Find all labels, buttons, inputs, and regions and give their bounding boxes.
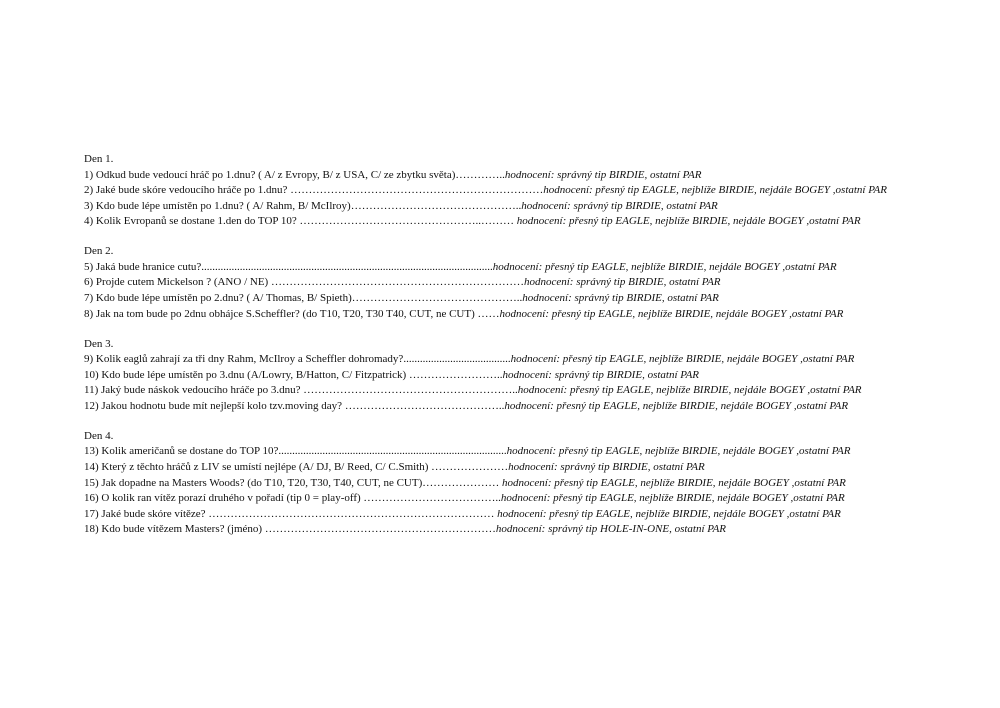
dot-leader: ……………………………………….. [350,199,522,212]
scoring-rule: hodnocení: správný tip HOLE-IN-ONE, ostatní PAR [495,523,727,536]
question-text: 7) Kdo bude lépe umístěn po 2.dnu? ( A/ Thomas, B/ Spieth) [84,292,352,305]
scoring-rule: hodnocení: přesný tip EAGLE, nejblíže BIRDIE, nejdále BOGEY ,ostatní PAR [499,307,844,320]
question-text: 18) Kdo bude vítězem Masters? (jméno) [84,523,263,536]
question-row [84,275,984,291]
scoring-rule: hodnocení: přesný tip EAGLE, nejblíže BIRDIE, nejdále BOGEY ,ostatní PAR [517,384,862,397]
scoring-rule: hodnocení: přesný tip EAGLE, nejblíže BIRDIE, nejdále BOGEY ,ostatní PAR [504,399,849,412]
question-text: 12) Jakou hodnotu bude mít nejlepší kolo tzv.moving day? [84,399,343,412]
scoring-rule: hodnocení: správný tip BIRDIE, ostatní PAR [504,168,702,181]
question-row [84,522,984,538]
question-row [84,383,984,399]
question-row [84,491,984,507]
question-text: 5) Jaká bude hranice cutu? [84,260,202,273]
scoring-rule: hodnocení: správný tip BIRDIE, ostatní PAR [502,368,700,381]
day-section [84,152,984,230]
day-heading: Den 2. [84,245,114,258]
dot-leader: …………………………………………………………… [268,276,524,289]
scoring-rule: hodnocení: přesný tip EAGLE, nejblíže BIRDIE, nejdále BOGEY ,ostatní PAR [500,492,845,505]
question-list [84,152,984,552]
scoring-rule: hodnocení: přesný tip EAGLE, nejblíže BIRDIE, nejdále BOGEY ,ostatní PAR [497,507,841,520]
question-row [84,183,984,199]
scoring-rule: hodnocení: správný tip BIRDIE, ostatní PAR [523,276,721,289]
scoring-rule: hodnocení: správný tip BIRDIE, ostatní PAR [508,460,705,473]
question-row [84,352,984,368]
dot-leader: ……………………………….. [360,492,501,505]
dot-leader: …… [474,307,500,320]
question-text: 13) Kolik američanů se dostane do TOP 10? [84,445,279,458]
question-text: 15) Jak dopadne na Masters Woods? (do T10, T20, T30, T40, CUT, ne CUT) [84,476,423,489]
question-row [84,507,984,523]
dot-leader: …………………….. [406,368,503,381]
question-row [84,291,984,307]
day-heading: Den 3. [84,337,114,350]
dot-leader: ……………………………………….. [351,292,523,305]
question-text: 1) Odkud bude vedoucí hráč po 1.dnu? ( A/ z Evropy, B/ z USA, C/ ze zbytku světa) [84,168,456,181]
day-heading: Den 1. [84,153,114,165]
question-text: 8) Jak na tom bude po 2dnu obhájce S.Scheffler? (do T10, T20, T30 T40, CUT, ne CUT) [84,307,475,320]
dot-leader: ………………………………………………….. [300,384,518,397]
scoring-rule: hodnocení: přesný tip EAGLE, nejblíže BIRDIE, nejdále BOGEY ,ostatní PAR [510,353,855,366]
day-section [84,337,984,415]
question-row [84,476,984,492]
dot-leader: ....................................... [403,353,511,366]
question-text: 6) Projde cutem Mickelson ? (ANO / NE) [84,276,269,289]
day-section [84,244,984,322]
scoring-rule: hodnocení: přesný tip EAGLE, nejblíže BIRDIE, nejdále BOGEY ,ostatní PAR [502,476,846,489]
question-text: 16) O kolik ran vítěz porazí druhého v pořadí (tip 0 = play-off) [84,492,361,505]
question-row [84,260,984,276]
question-row [84,168,984,184]
day-heading: Den 4. [84,429,114,442]
question-row [84,444,984,460]
dot-leader: …………………………………….. [342,399,505,412]
question-row [84,199,984,215]
scoring-rule: hodnocení: přesný tip EAGLE, nejblíže BIRDIE, nejdále BOGEY ,ostatní PAR [492,260,837,273]
dot-leader: …………………………………………………………………… [205,507,498,520]
question-row [84,214,984,230]
question-text: 2) Jaké bude skóre vedoucího hráče po 1.dnu? [84,184,288,197]
question-row [84,307,984,323]
dot-leader: ………………… [422,476,502,489]
question-text: 14) Který z těchto hráčů z LIV se umístí nejlépe (A/ DJ, B/ Reed, C/ C.Smith) [84,460,429,473]
question-row [84,460,984,476]
dot-leader: .......................................................................................................... [201,260,493,273]
scoring-rule: hodnocení: správný tip BIRDIE, ostatní PAR [522,292,719,305]
dot-leader: …………………………………………………………… [287,184,544,197]
day-section [84,429,984,538]
dot-leader: ………….. [455,168,505,181]
dot-leader: ……………………………………………………… [262,523,496,536]
question-text: 9) Kolik eaglů zahrají za tři dny Rahm, McIlroy a Scheffler dohromady? [84,353,404,366]
question-text: 3) Kdo bude lépe umístěn po 1.dnu? ( A/ Rahm, B/ McIlroy) [84,199,351,212]
dot-leader: ………………… [428,460,509,473]
question-text: 17) Jaké bude skóre vítěze? [84,507,206,520]
question-row [84,368,984,384]
dot-leader: …………………………………………..……… [296,215,517,228]
scoring-rule: hodnocení: přesný tip EAGLE, nejblíže BIRDIE, nejdále BOGEY ,ostatní PAR [516,215,861,228]
question-text: 4) Kolik Evropanů se dostane 1.den do TOP 10? [84,215,297,228]
scoring-rule: hodnocení: přesný tip EAGLE, nejblíže BIRDIE, nejdále BOGEY ,ostatní PAR [543,184,887,197]
dot-leader: ................................................................................... [278,445,507,458]
question-text: 10) Kdo bude lépe umístěn po 3.dnu (A/Lowry, B/Hatton, C/ Fitzpatrick) [84,368,407,381]
scoring-rule: hodnocení: přesný tip EAGLE, nejblíže BIRDIE, nejdále BOGEY ,ostatní PAR [506,445,851,458]
question-text: 11) Jaký bude náskok vedoucího hráče po 3.dnu? [84,384,301,397]
scoring-rule: hodnocení: správný tip BIRDIE, ostatní PAR [521,199,718,212]
question-row [84,399,984,415]
